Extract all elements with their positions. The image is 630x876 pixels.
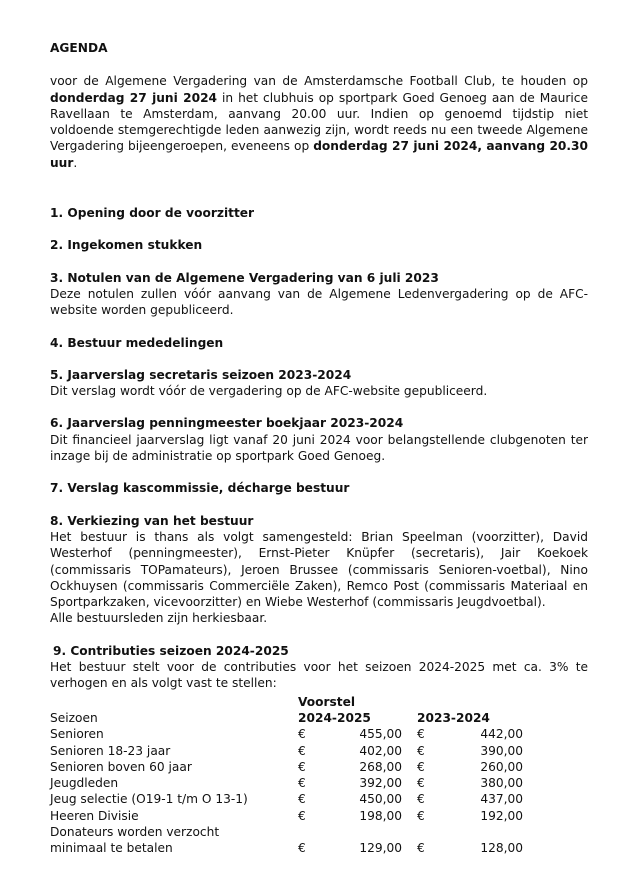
agenda-item-1 [50, 205, 588, 221]
table-row-donor [50, 824, 523, 857]
agenda-item-3 [50, 270, 588, 319]
agenda-item-body: Dit verslag wordt vóór de vergadering op de AFC-website gepubliceerd. [50, 384, 488, 399]
intro-paragraph [50, 73, 588, 171]
currency-symbol: € [298, 808, 306, 823]
agenda-item-heading: 9. Contributies seizoen 2024-2025 [53, 643, 289, 658]
currency-symbol: € [298, 743, 306, 758]
old-amount: 260,00 [480, 759, 523, 774]
currency-symbol: € [298, 727, 306, 742]
intro-text-1: voor de Algemene Vergadering van de Amsterdamsche Football Club, te houden op [50, 74, 588, 89]
row-label: Senioren 18-23 jaar [50, 743, 171, 758]
table-row [50, 726, 523, 742]
table-row [50, 808, 523, 824]
intro-text-2: in het clubhuis op sportpark Goed Genoeg aan de Maurice Ravellaan te Amsterdam, aanvang 20.00 uur. Indien op genoemd tijdstip niet voldoende stemgerechtigde leden aanwezig zijn, wordt reeds nu een tweede Algemene Vergadering bijeengeroepen, eveneens op [50, 90, 588, 154]
row-label [50, 824, 298, 857]
agenda-items [50, 205, 588, 857]
currency-symbol: € [417, 808, 425, 823]
currency-symbol: € [417, 759, 425, 774]
old-amount: 442,00 [480, 727, 523, 742]
agenda-item-5 [50, 367, 588, 400]
agenda-item-4 [50, 335, 588, 351]
agenda-document [50, 40, 588, 873]
currency-symbol: € [298, 759, 306, 774]
table-header-row [50, 710, 523, 726]
currency-symbol: € [298, 841, 306, 856]
row-label: Senioren [50, 727, 104, 742]
agenda-item-8 [50, 513, 588, 627]
agenda-item-note: Alle bestuursleden zijn herkiesbaar. [50, 611, 268, 626]
old-amount: 128,00 [480, 841, 523, 856]
page-title: AGENDA [50, 41, 108, 55]
new-amount: 198,00 [359, 808, 402, 823]
table-row [50, 743, 523, 759]
currency-symbol: € [417, 743, 425, 758]
table-row [50, 775, 523, 791]
row-label: Jeug selectie (O19-1 t/m O 13-1) [50, 792, 248, 807]
table-header-row [50, 694, 523, 710]
agenda-item-9 [50, 643, 588, 857]
agenda-item-6 [50, 415, 588, 464]
season-column-header: Seizoen [50, 710, 98, 725]
new-season-header: 2024-2025 [298, 710, 371, 725]
donor-label-line-2: minimaal te betalen [50, 841, 173, 856]
agenda-item-heading: 8. Verkiezing van het bestuur [50, 513, 254, 528]
meeting-date-2: donderdag 27 juni 2024, aanvang 20.30 uur [50, 139, 588, 170]
new-amount: 392,00 [359, 776, 402, 791]
table-row [50, 759, 523, 775]
table-row [50, 791, 523, 807]
currency-symbol: € [298, 776, 306, 791]
new-amount: 129,00 [359, 841, 402, 856]
currency-symbol: € [298, 792, 306, 807]
proposal-header: Voorstel [298, 694, 356, 709]
new-amount: 268,00 [359, 759, 402, 774]
new-amount: 450,00 [359, 792, 402, 807]
row-label: Senioren boven 60 jaar [50, 759, 192, 774]
currency-symbol: € [417, 792, 425, 807]
old-season-header: 2023-2024 [417, 710, 490, 725]
agenda-item-heading: 4. Bestuur mededelingen [50, 335, 224, 350]
meeting-date-1: donderdag 27 juni 2024 [50, 90, 218, 105]
old-amount: 437,00 [480, 792, 523, 807]
currency-symbol: € [417, 776, 425, 791]
old-amount: 192,00 [480, 808, 523, 823]
new-amount: 402,00 [359, 743, 402, 758]
currency-symbol: € [417, 841, 425, 856]
row-label: Jeugdleden [50, 776, 119, 791]
agenda-item-body: Deze notulen zullen vóór aanvang van de Algemene Ledenvergadering op de AFC-website worden gepubliceerd. [50, 286, 588, 318]
agenda-item-body: Het bestuur is thans als volgt samengesteld: Brian Speelman (voorzitter), David Westerhof (penningmeester), Ernst-Pieter Knüpfer (secretaris), Jair Koekoek (commissaris TOPamateurs), Jeroen Brussee (commissaris Senioren-voetbal), Nino Ockhuysen (commissaris Commerciële Zaken), Remco Post (commissaris Materiaal en Sportparkzaken, vicevoorzitter) en Wiebe Westerhof (commissaris Jeugdvoetbal). [50, 529, 588, 610]
donor-label-line-1: Donateurs worden verzocht [50, 824, 220, 839]
row-label: Heeren Divisie [50, 808, 139, 823]
agenda-item-heading: 6. Jaarverslag penningmeester boekjaar 2023-2024 [50, 416, 404, 431]
agenda-item-heading: 7. Verslag kascommissie, décharge bestuur [50, 481, 350, 496]
agenda-item-heading: 3. Notulen van de Algemene Vergadering van 6 juli 2023 [50, 270, 439, 285]
currency-symbol: € [417, 727, 425, 742]
contribution-table [50, 694, 523, 857]
agenda-item-heading: 1. Opening door de voorzitter [50, 206, 255, 221]
agenda-item-heading: 2. Ingekomen stukken [50, 238, 203, 253]
new-amount: 455,00 [359, 727, 402, 742]
agenda-item-2 [50, 237, 588, 253]
old-amount: 380,00 [480, 776, 523, 791]
intro-text-3: . [73, 155, 78, 170]
old-amount: 390,00 [480, 743, 523, 758]
agenda-item-body: Het bestuur stelt voor de contributies voor het seizoen 2024-2025 met ca. 3% te verhogen en als volgt vast te stellen: [50, 660, 588, 691]
agenda-item-heading: 5. Jaarverslag secretaris seizoen 2023-2024 [50, 367, 352, 382]
agenda-item-body: Dit financieel jaarverslag ligt vanaf 20 juni 2024 voor belangstellende clubgenoten ter inzage bij de administratie op sportpark Goed Genoeg. [50, 432, 588, 464]
agenda-item-7 [50, 480, 588, 496]
